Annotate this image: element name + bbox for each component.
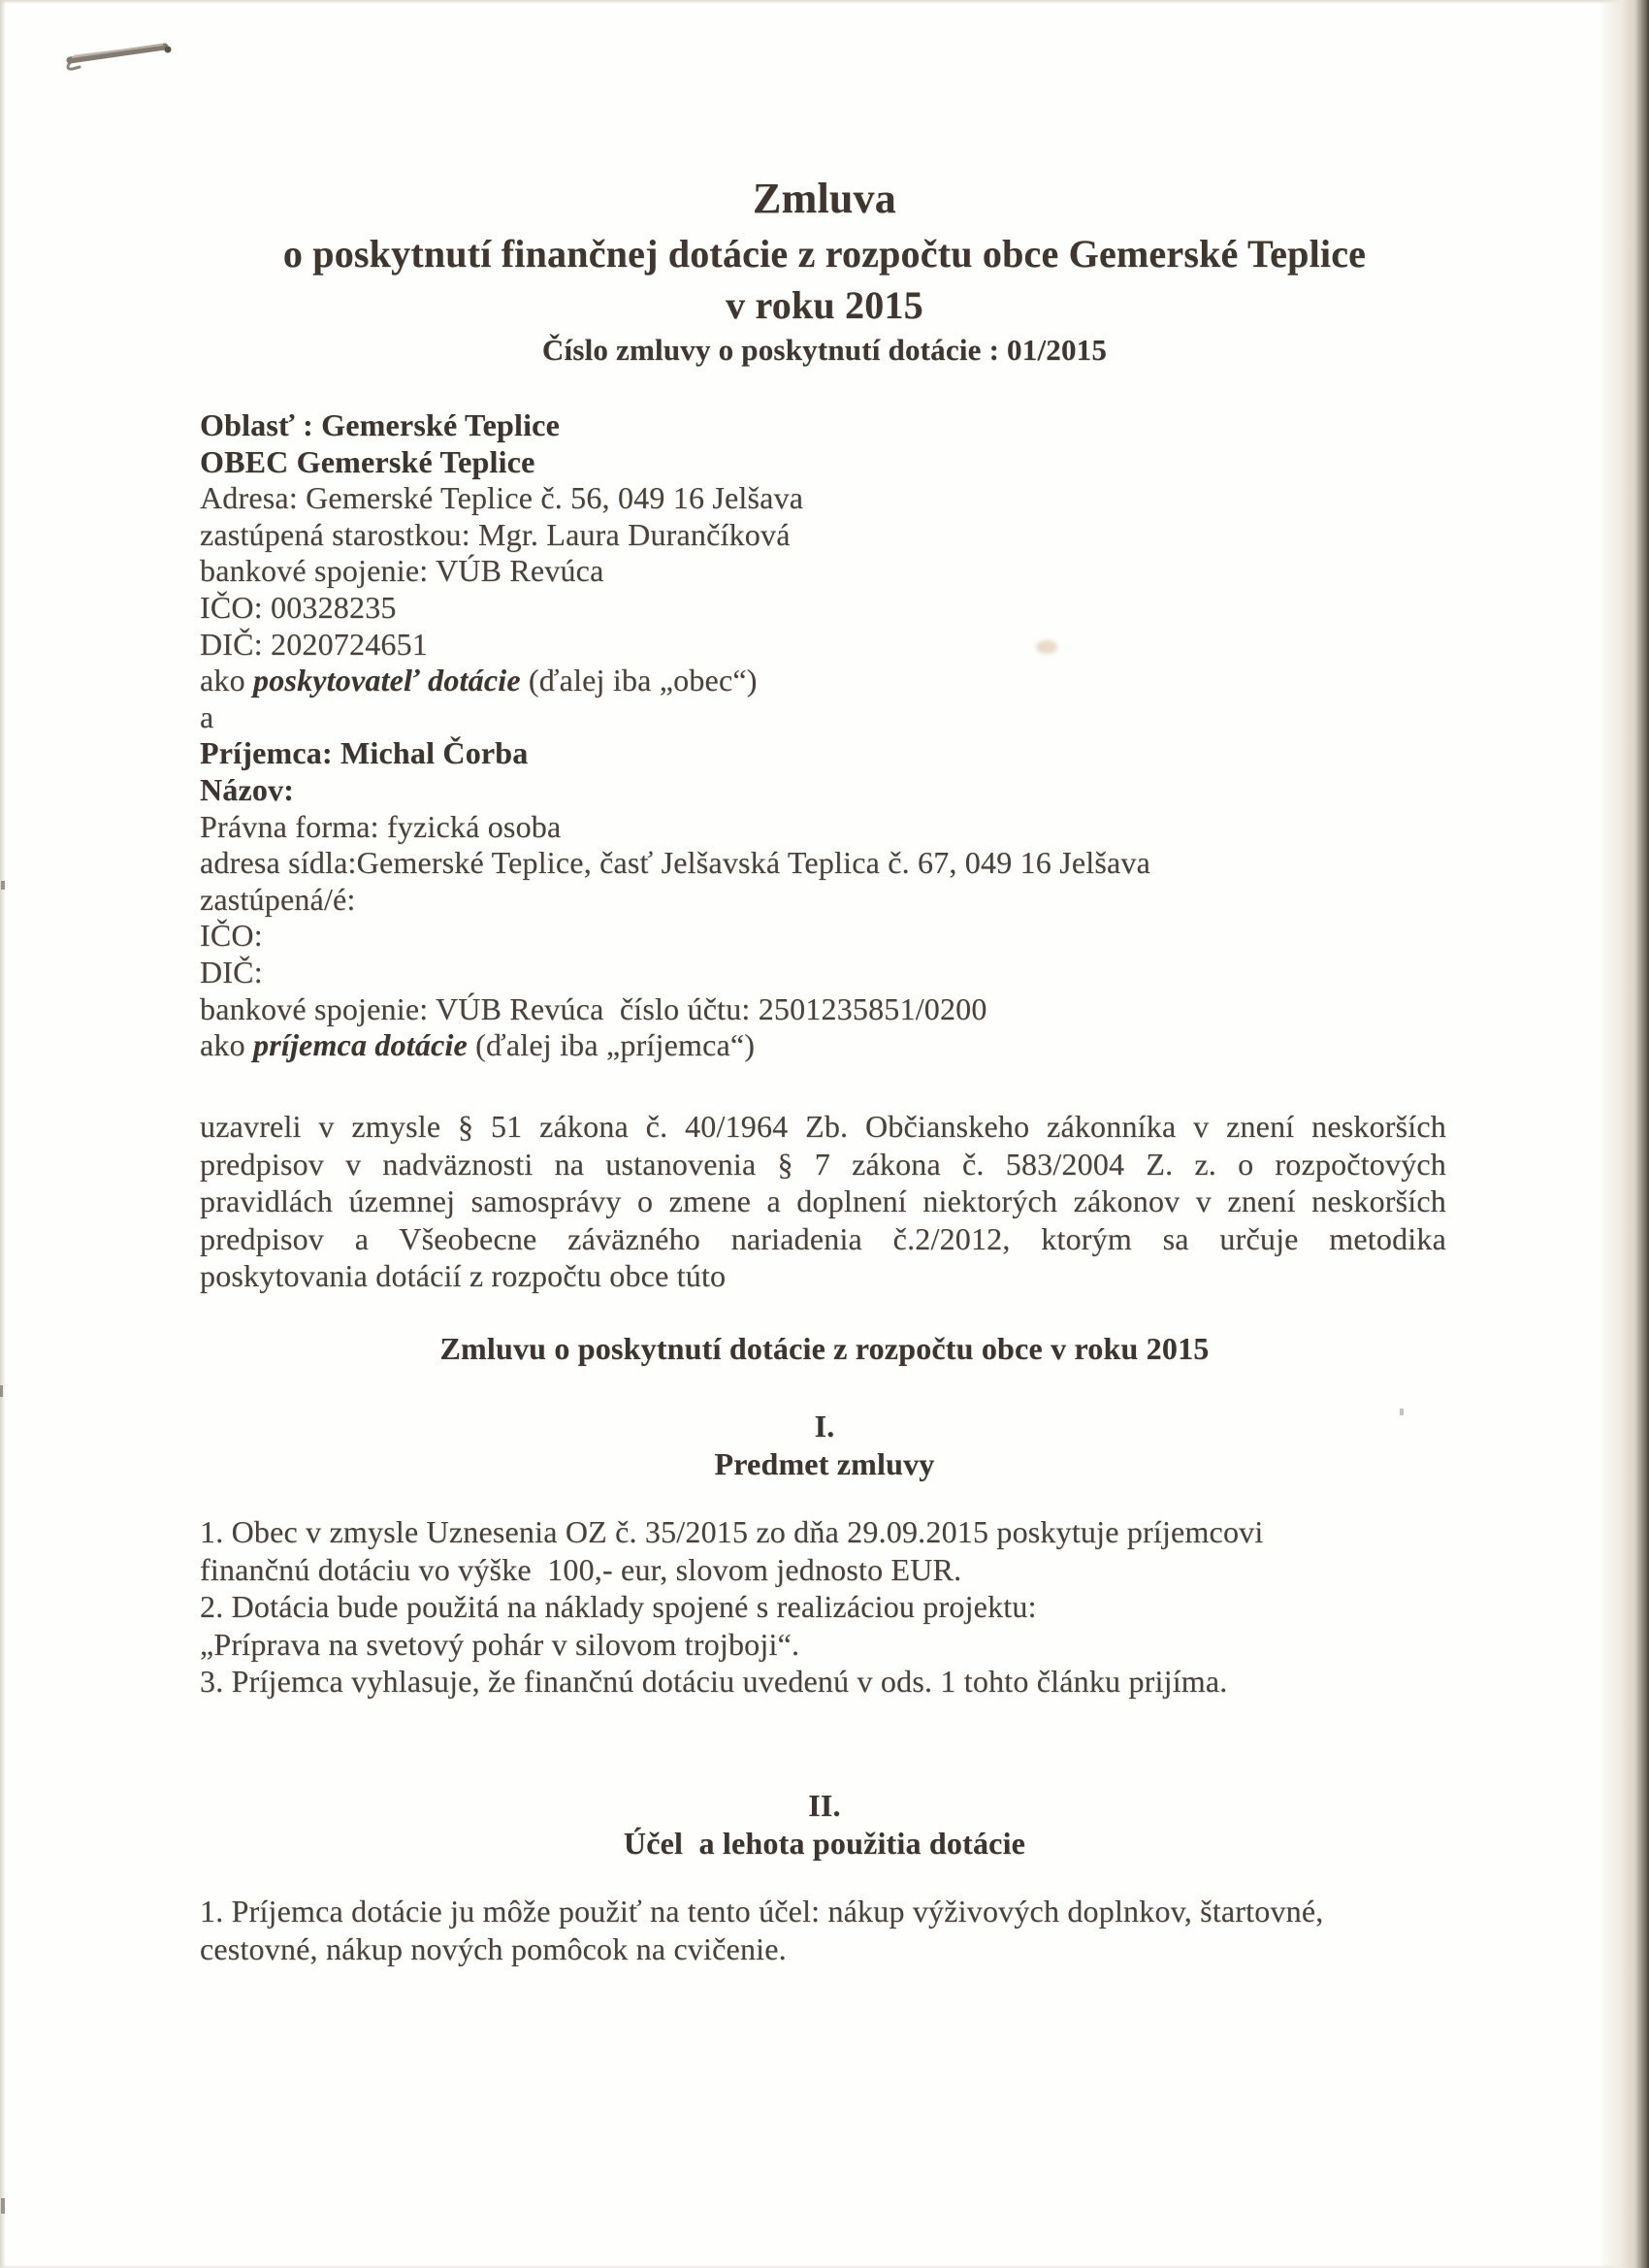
preamble-line: uzavreli v zmysle § 51 zákona č. 40/1964 Zb. Občianskeho zákonníka v znení neskorších [200, 1109, 1446, 1144]
recipient-nazov-line: Názov: [200, 771, 295, 807]
scan-speck [1, 881, 5, 890]
document-title: Zmluva [753, 175, 896, 222]
provider-ico-line: IČO: 00328235 [200, 589, 397, 625]
connector-line: a [200, 698, 214, 734]
provider-role-emphasis: poskytovateľ dotácie [253, 663, 521, 698]
document-subtitle: o poskytnutí finančnej dotácie z rozpočtu obce Gemerské Teplice [282, 232, 1367, 275]
provider-address-line: Adresa: Gemerské Teplice č. 56, 049 16 Jelšava [200, 480, 804, 516]
article-1-line: 3. Príjemca vyhlasuje, že finančnú dotáciu uvedenú v ods. 1 tohto článku prijíma. [200, 1664, 1228, 1699]
article-1-line: finančnú dotáciu vo výške 100,- eur, slovom jednosto EUR. [200, 1551, 962, 1587]
contract-number-line: Číslo zmluvy o poskytnutí dotácie : 01/2015 [541, 333, 1108, 367]
provider-role-prefix: ako [200, 663, 254, 698]
provider-dic-line: DIČ: 2020724651 [200, 626, 428, 662]
scan-speck [1, 2198, 5, 2214]
scan-speck [0, 1385, 3, 1397]
recipient-legal-form-line: Právna forma: fyzická osoba [200, 808, 562, 844]
provider-bank-line: bankové spojenie: VÚB Revúca [200, 553, 604, 589]
provider-role-suffix: (ďalej iba „obec“) [520, 663, 758, 698]
provider-oblast-line: Oblasť : Gemerské Teplice [200, 407, 560, 442]
provider-obec-line: OBEC Gemerské Teplice [200, 443, 535, 479]
parties-block [200, 407, 1461, 1064]
provider-representative-line: zastúpená starostkou: Mgr. Laura Durančíková [200, 516, 791, 552]
article-1-line: 1. Obec v zmysle Uznesenia OZ č. 35/2015 zo dňa 29.09.2015 poskytuje príjemcovi [200, 1514, 1264, 1549]
recipient-role-prefix: ako [200, 1027, 254, 1063]
preamble-line: poskytovania dotácií z rozpočtu obce túto [200, 1258, 727, 1294]
staple-mark-icon [64, 37, 178, 81]
article-1-line: 2. Dotácia bude použitá na náklady spojené s realizáciou projektu: [200, 1589, 1037, 1624]
article-1-line: „Príprava na svetový pohár v silovom trojboji“. [200, 1626, 800, 1662]
recipient-ico-line: IČO: [200, 918, 263, 954]
recipient-name-line: Príjemca: Michal Čorba [200, 735, 529, 771]
document-title-block [0, 171, 1649, 371]
preamble-line: pravidlách územnej samosprávy o zmene a doplnení niektorých zákonov v znení neskorších [200, 1183, 1446, 1219]
preamble-paragraph [200, 1108, 1446, 1295]
article-1-title: Predmet zmluvy [714, 1446, 935, 1481]
preamble-line: predpisov v nadväznosti na ustanovenia § 7 zákona č. 583/2004 Z. z. o rozpočtových [200, 1146, 1446, 1182]
article-2-body [200, 1893, 1480, 1967]
document-year-line: v roku 2015 [726, 283, 923, 327]
recipient-bank-line: bankové spojenie: VÚB Revúca číslo účtu: 2501235851/0200 [200, 990, 987, 1026]
article-1-body [200, 1513, 1480, 1701]
article-2-numeral: II. [808, 1788, 841, 1823]
scan-edge-top [0, 0, 1649, 4]
contract-subject-heading: Zmluvu o poskytnutí dotácie z rozpočtu obce v roku 2015 [439, 1331, 1210, 1366]
article-2-title: Účel a lehota použitia dotácie [623, 1826, 1026, 1861]
recipient-role-line [200, 1027, 1461, 1064]
article-1-numeral: I. [814, 1409, 835, 1443]
recipient-role-emphasis: príjemca dotácie [253, 1027, 468, 1063]
article-2-line: 1. Príjemca dotácie ju môže použiť na tento účel: nákup výživových doplnkov, štartovné, [200, 1894, 1324, 1928]
preamble-line: predpisov a Všeobecne záväzného nariadenia č.2/2012, ktorým sa určuje metodika [200, 1220, 1446, 1256]
article-2-line: cestovné, nákup nových pomôcok na cvičenie. [200, 1930, 787, 1966]
recipient-representative-line: zastúpená/é: [200, 881, 356, 917]
recipient-dic-line: DIČ: [200, 954, 263, 989]
provider-role-line [200, 663, 1461, 699]
recipient-address-line: adresa sídla:Gemerské Teplice, časť Jelšavská Teplica č. 67, 049 16 Jelšava [200, 845, 1151, 881]
recipient-role-suffix: (ďalej iba „príjemca“) [467, 1027, 756, 1063]
